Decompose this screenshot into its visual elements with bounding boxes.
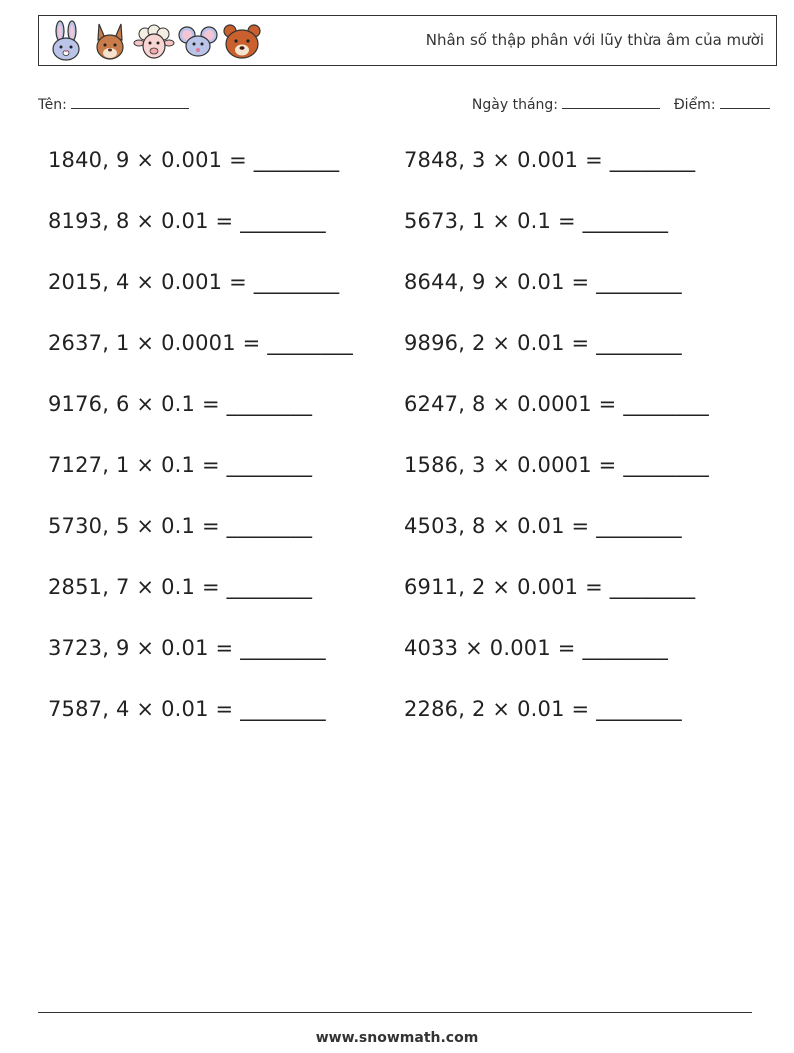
date-label: Ngày tháng: bbox=[471, 97, 559, 113]
problem-right-8: 6911, 2 × 0.001 = ________ bbox=[404, 575, 696, 599]
problem-left-6: 7127, 1 × 0.1 = ________ bbox=[48, 453, 313, 477]
footer-divider bbox=[38, 1012, 752, 1013]
problem-left-9: 3723, 9 × 0.01 = ________ bbox=[48, 636, 326, 660]
footer-url: www.snowmath.com bbox=[315, 1030, 479, 1046]
problem-left-1: 1840, 9 × 0.001 = ________ bbox=[48, 148, 340, 172]
score-label: Điểm: bbox=[673, 97, 716, 113]
worksheet-title: Nhân số thập phân với lũy thừa âm của mười bbox=[425, 31, 764, 49]
mouse-icon bbox=[177, 20, 219, 62]
problem-left-5: 9176, 6 × 0.1 = ________ bbox=[48, 392, 313, 416]
problem-right-10: 2286, 2 × 0.01 = ________ bbox=[404, 697, 682, 721]
name-blank[interactable] bbox=[71, 95, 189, 109]
fox-icon bbox=[89, 20, 131, 62]
problem-left-4: 2637, 1 × 0.0001 = ________ bbox=[48, 331, 353, 355]
problem-left-8: 2851, 7 × 0.1 = ________ bbox=[48, 575, 313, 599]
score-blank[interactable] bbox=[720, 95, 770, 109]
problem-right-2: 5673, 1 × 0.1 = ________ bbox=[404, 209, 669, 233]
problem-right-6: 1586, 3 × 0.0001 = ________ bbox=[404, 453, 709, 477]
name-label: Tên: bbox=[38, 97, 67, 113]
sheep-icon bbox=[133, 20, 175, 62]
problem-right-5: 6247, 8 × 0.0001 = ________ bbox=[404, 392, 709, 416]
problem-right-4: 9896, 2 × 0.01 = ________ bbox=[404, 331, 682, 355]
problem-left-2: 8193, 8 × 0.01 = ________ bbox=[48, 209, 326, 233]
animal-icons bbox=[45, 20, 263, 62]
date-blank[interactable] bbox=[562, 95, 660, 109]
worksheet-header bbox=[38, 15, 777, 66]
problem-right-3: 8644, 9 × 0.01 = ________ bbox=[404, 270, 682, 294]
date-score-fields bbox=[472, 95, 770, 113]
problem-left-7: 5730, 5 × 0.1 = ________ bbox=[48, 514, 313, 538]
problem-right-1: 7848, 3 × 0.001 = ________ bbox=[404, 148, 696, 172]
problem-left-10: 7587, 4 × 0.01 = ________ bbox=[48, 697, 326, 721]
problem-right-9: 4033 × 0.001 = ________ bbox=[404, 636, 669, 660]
rabbit-icon bbox=[45, 20, 87, 62]
problem-left-3: 2015, 4 × 0.001 = ________ bbox=[48, 270, 340, 294]
name-field bbox=[38, 95, 189, 113]
bear-icon bbox=[221, 20, 263, 62]
problem-right-7: 4503, 8 × 0.01 = ________ bbox=[404, 514, 682, 538]
